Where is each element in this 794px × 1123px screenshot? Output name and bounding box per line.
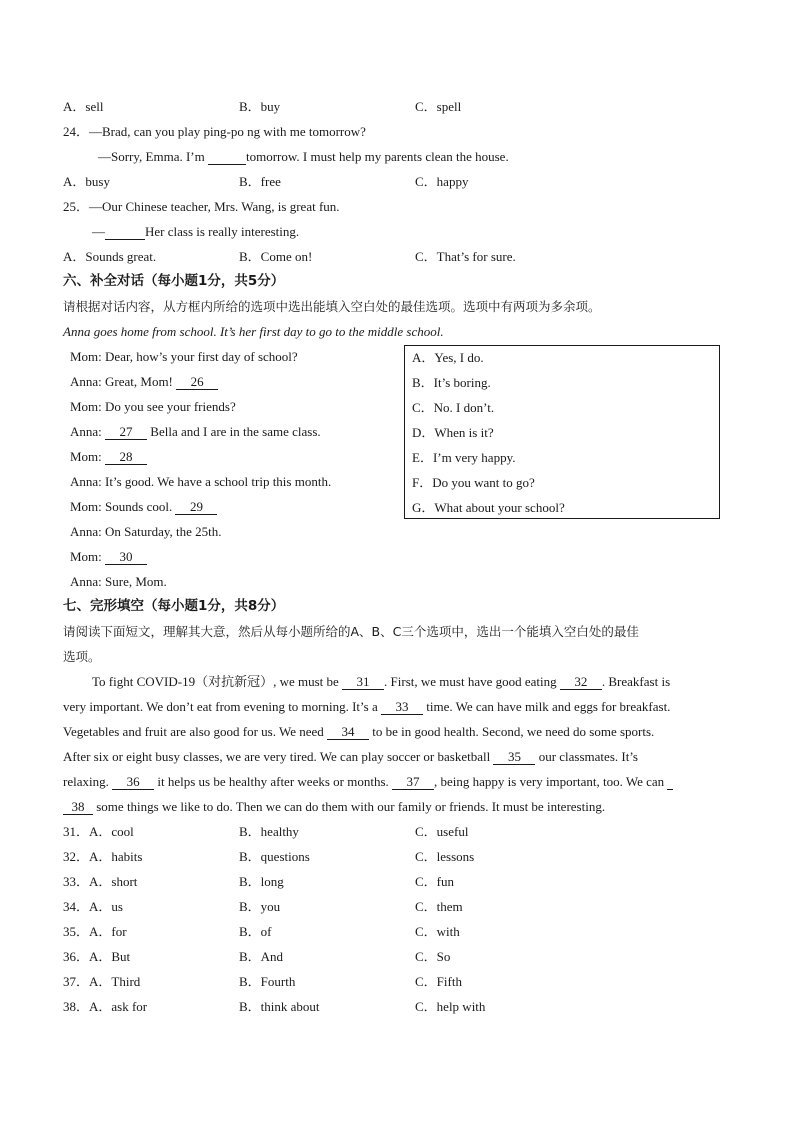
passage-text: Vegetables and fruit are also good for us. We need bbox=[63, 724, 328, 739]
box-option-a: A．Yes, I do. bbox=[412, 350, 484, 365]
q23-option-a: A．sell bbox=[63, 99, 104, 114]
dialogue-line-1: Mom: Dear, how’s your first day of school? bbox=[70, 349, 298, 364]
q31-option-a: 31．A．cool bbox=[63, 824, 134, 839]
q24-reply-post: tomorrow. I must help my parents clean the house. bbox=[246, 149, 509, 164]
passage-text: relaxing. bbox=[63, 774, 113, 789]
options-box bbox=[404, 345, 720, 519]
dialogue-line-9 bbox=[70, 549, 147, 565]
q24-reply bbox=[98, 149, 509, 165]
q23-option-c: C．spell bbox=[415, 99, 462, 114]
section6-instruction: 请根据对话内容，从方框内所给的选项中选出能填入空白处的最佳选项。选项中有两项为多余项。 bbox=[63, 299, 601, 314]
dialogue-line-3: Mom: Do you see your friends? bbox=[70, 399, 236, 414]
q33-option-c: C．fun bbox=[415, 874, 455, 889]
q25-option-c: C．That’s for sure. bbox=[415, 249, 516, 264]
section6-heading: 六、补全对话（每小题1分，共5分） bbox=[63, 273, 285, 289]
q25-reply bbox=[92, 224, 299, 240]
q36-option-a: 36．A．But bbox=[63, 949, 131, 964]
blank-33: 33 bbox=[381, 700, 423, 715]
q37-option-b: B．Fourth bbox=[239, 974, 296, 989]
dialogue-line-4 bbox=[70, 424, 321, 440]
passage-line-3 bbox=[63, 724, 654, 740]
blank-36: 36 bbox=[112, 775, 154, 790]
dialogue-line-6: Anna: It’s good. We have a school trip this month. bbox=[70, 474, 332, 489]
q38-option-c: C．help with bbox=[415, 999, 486, 1014]
passage-line-4 bbox=[63, 749, 638, 765]
q25-reply-post: Her class is really interesting. bbox=[145, 224, 300, 239]
blank-27: 27 bbox=[105, 425, 147, 440]
q25-reply-pre: — bbox=[92, 224, 105, 239]
dialogue-text: Bella and I are in the same class. bbox=[147, 424, 321, 439]
box-option-f: F．Do you want to go? bbox=[412, 475, 535, 490]
blank-38: 38 bbox=[63, 800, 93, 815]
section7-instruction-1: 请阅读下面短文，理解其大意，然后从每小题所给的A、B、C三个选项中，选出一个能填入空白处的最佳 bbox=[63, 624, 639, 639]
dialogue-speaker-text: Anna: bbox=[70, 424, 106, 439]
q31-option-c: C．useful bbox=[415, 824, 469, 839]
q24-reply-pre: —Sorry, Emma. I’m bbox=[98, 149, 208, 164]
passage-text: . Breakfast is bbox=[601, 674, 671, 689]
q24-stem: 24．—Brad, can you play ping-po ng with me tomorrow? bbox=[63, 124, 366, 139]
dialogue-line-5 bbox=[70, 449, 147, 465]
blank-26: 26 bbox=[176, 375, 218, 390]
passage-text: . First, we must have good eating bbox=[384, 674, 560, 689]
q24-option-b: B．free bbox=[239, 174, 281, 189]
blank-34: 34 bbox=[327, 725, 369, 740]
dialogue-line-7 bbox=[70, 499, 217, 515]
dialogue-speaker-text: Mom: Sounds cool. bbox=[70, 499, 176, 514]
box-option-b: B．It’s boring. bbox=[412, 375, 491, 390]
q23-option-b: B．buy bbox=[239, 99, 281, 114]
dialogue-speaker-text: Mom: bbox=[70, 449, 106, 464]
q36-option-c: C．So bbox=[415, 949, 451, 964]
passage-text: some things we like to do. Then we can do them with our family or friends. It must be interesting. bbox=[93, 799, 606, 814]
box-option-c: C．No. I don’t. bbox=[412, 400, 495, 415]
q25-option-b: B．Come on! bbox=[239, 249, 313, 264]
passage-line-6 bbox=[63, 799, 605, 815]
q31-option-b: B．healthy bbox=[239, 824, 299, 839]
passage-text: time. We can have milk and eggs for breakfast. bbox=[423, 699, 671, 714]
q24-option-c: C．happy bbox=[415, 174, 469, 189]
q32-option-c: C．lessons bbox=[415, 849, 475, 864]
passage-line-1 bbox=[92, 674, 670, 690]
q25-blank bbox=[105, 225, 145, 240]
q24-option-a: A．busy bbox=[63, 174, 110, 189]
passage-text: our classmates. It’s bbox=[535, 749, 638, 764]
blank-30: 30 bbox=[105, 550, 147, 565]
passage-text: , being happy is very important, too. We can bbox=[434, 774, 668, 789]
blank-38-lead bbox=[667, 775, 673, 790]
q35-option-c: C．with bbox=[415, 924, 460, 939]
q34-option-a: 34．A．us bbox=[63, 899, 123, 914]
passage-line-5 bbox=[63, 774, 673, 790]
passage-text: very important. We don’t eat from evening to morning. It’s a bbox=[63, 699, 381, 714]
blank-35: 35 bbox=[493, 750, 535, 765]
q38-option-b: B．think about bbox=[239, 999, 320, 1014]
blank-28: 28 bbox=[105, 450, 147, 465]
q34-option-b: B．you bbox=[239, 899, 281, 914]
passage-line-2 bbox=[63, 699, 670, 715]
blank-29: 29 bbox=[175, 500, 217, 515]
box-option-e: E．I’m very happy. bbox=[412, 450, 516, 465]
q35-option-a: 35．A．for bbox=[63, 924, 127, 939]
dialogue-speaker-text: Anna: Great, Mom! bbox=[70, 374, 177, 389]
q33-option-a: 33．A．short bbox=[63, 874, 138, 889]
passage-text: to be in good health. Second, we need do some sports. bbox=[369, 724, 655, 739]
q24-blank bbox=[208, 150, 246, 165]
passage-text: After six or eight busy classes, we are very tired. We can play soccer or basketball bbox=[63, 749, 494, 764]
box-option-d: D．When is it? bbox=[412, 425, 494, 440]
q34-option-c: C．them bbox=[415, 899, 463, 914]
blank-31: 31 bbox=[342, 675, 384, 690]
passage-text: it helps us be healthy after weeks or months. bbox=[154, 774, 393, 789]
dialogue-speaker-text: Mom: bbox=[70, 549, 106, 564]
section6-intro: Anna goes home from school. It’s her first day to go to the middle school. bbox=[63, 324, 444, 339]
dialogue-line-8: Anna: On Saturday, the 25th. bbox=[70, 524, 222, 539]
dialogue-line-10: Anna: Sure, Mom. bbox=[70, 574, 167, 589]
section7-instruction-2: 选项。 bbox=[63, 649, 101, 664]
blank-37: 37 bbox=[392, 775, 434, 790]
q32-option-b: B．questions bbox=[239, 849, 310, 864]
q37-option-a: 37．A．Third bbox=[63, 974, 141, 989]
q25-stem: 25．—Our Chinese teacher, Mrs. Wang, is great fun. bbox=[63, 199, 340, 214]
q37-option-c: C．Fifth bbox=[415, 974, 462, 989]
box-option-g: G．What about your school? bbox=[412, 500, 565, 515]
q32-option-a: 32．A．habits bbox=[63, 849, 143, 864]
q35-option-b: B．of bbox=[239, 924, 272, 939]
q38-option-a: 38．A．ask for bbox=[63, 999, 148, 1014]
q36-option-b: B．And bbox=[239, 949, 284, 964]
q25-option-a: A．Sounds great. bbox=[63, 249, 157, 264]
blank-32: 32 bbox=[560, 675, 602, 690]
section7-heading: 七、完形填空（每小题1分，共8分） bbox=[63, 598, 285, 614]
q33-option-b: B．long bbox=[239, 874, 284, 889]
dialogue-line-2 bbox=[70, 374, 218, 390]
passage-text: To fight COVID-19（对抗新冠）, we must be bbox=[92, 674, 343, 689]
